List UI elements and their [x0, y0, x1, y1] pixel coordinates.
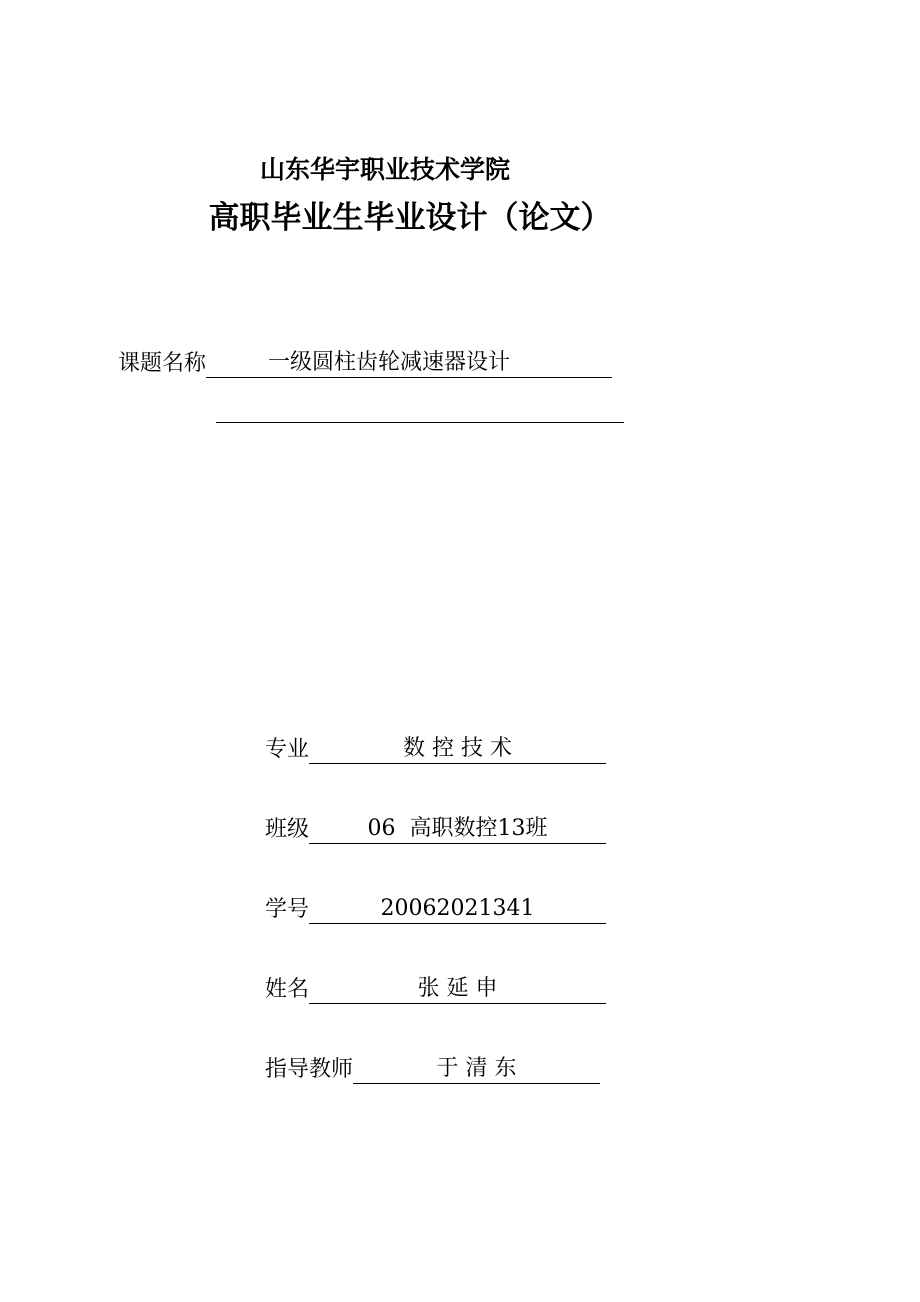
class-value: 06 高职数控13班 [309, 815, 606, 844]
school-name: 山东华宇职业技术学院 [259, 155, 510, 184]
name-row [265, 974, 606, 1004]
student-id-label: 学号 [265, 897, 310, 922]
topic-blank-line [216, 398, 624, 423]
student-id-value: 20062021341 [309, 895, 606, 924]
topic-value: 一级圆柱齿轮减速器设计 [206, 349, 612, 378]
topic-label: 课题名称 [118, 351, 207, 376]
class-row [265, 814, 606, 844]
document-title: 高职毕业生毕业设计（论文） [208, 200, 612, 236]
advisor-row [265, 1054, 600, 1084]
name-label: 姓名 [265, 977, 310, 1002]
major-value: 数 控 技 术 [309, 735, 606, 764]
class-label: 班级 [265, 817, 310, 842]
advisor-label: 指导教师 [265, 1057, 354, 1082]
advisor-value: 于 清 东 [353, 1055, 600, 1084]
student-id-row [265, 894, 606, 924]
major-label: 专业 [265, 737, 310, 762]
topic-row [118, 348, 612, 378]
major-row [265, 734, 606, 764]
name-value: 张 延 申 [309, 975, 606, 1004]
